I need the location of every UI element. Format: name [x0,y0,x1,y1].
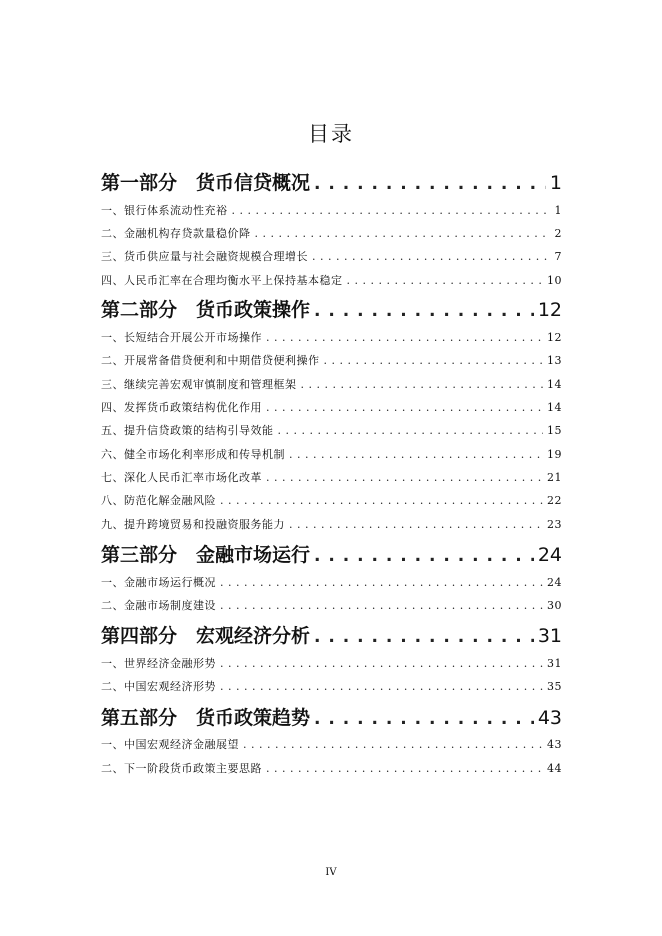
page-number: 43 [537,707,562,729]
toc-entry[interactable] [101,248,562,264]
page-number: 35 [547,680,562,693]
leader-dots [314,709,534,729]
toc-part-1[interactable] [101,168,562,195]
toc-entry[interactable] [101,516,562,532]
part-label: 第三部分 金融市场运行 [101,544,311,566]
leader-dots [220,494,543,507]
entry-label: 一、银行体系流动性充裕 [101,204,228,217]
entry-label: 四、人民币汇率在合理均衡水平上保持基本稳定 [101,274,343,287]
leader-dots [232,204,551,217]
entry-label: 六、健全市场化利率形成和传导机制 [101,448,285,461]
leader-dots [266,331,543,344]
page-number: 14 [547,378,562,391]
toc-entry[interactable] [101,655,562,671]
entry-label: 一、世界经济金融形势 [101,657,216,670]
page-number: 31 [537,625,562,647]
leader-dots [243,738,543,751]
entry-label: 二、下一阶段货币政策主要思路 [101,762,262,775]
page-number: 44 [547,762,562,775]
leader-dots [220,657,543,670]
page-number: 15 [547,424,562,437]
toc-entry[interactable] [101,329,562,345]
entry-label: 二、中国宏观经济形势 [101,680,216,693]
toc-entry[interactable] [101,422,562,438]
page-number: 30 [547,599,562,612]
page-number: 23 [547,518,562,531]
leader-dots [312,250,551,263]
part-label: 第一部分 货币信贷概况 [101,172,311,194]
entry-label: 一、长短结合开展公开市场操作 [101,331,262,344]
page-number: 24 [547,576,562,589]
leader-dots [289,448,543,461]
leader-dots [347,274,544,287]
entry-label: 五、提升信贷政策的结构引导效能 [101,424,274,437]
leader-dots [220,680,543,693]
page-number: 22 [547,494,562,507]
toc-entry[interactable] [101,736,562,752]
toc-entry[interactable] [101,272,562,288]
leader-dots [266,471,543,484]
leader-dots [220,599,543,612]
page-number: 1 [554,204,562,217]
leader-dots [266,401,543,414]
toc-entry[interactable] [101,352,562,368]
leader-dots [220,576,543,589]
toc-entry[interactable] [101,492,562,508]
leader-dots [278,424,544,437]
page-number: 12 [537,299,562,321]
entry-label: 二、金融机构存贷款量稳价降 [101,227,251,240]
page-number: 13 [547,354,562,367]
page-number: 1 [549,172,562,194]
page-number: 21 [547,471,562,484]
entry-label: 一、中国宏观经济金融展望 [101,738,239,751]
toc-entry[interactable] [101,678,562,694]
leader-dots [314,546,534,566]
page-number: 10 [547,274,562,287]
toc-title: 目录 [308,122,354,146]
toc-part-5[interactable] [101,703,562,730]
page-number: 7 [554,250,562,263]
page-number: 31 [547,657,562,670]
toc-entry[interactable] [101,446,562,462]
entry-label: 三、继续完善宏观审慎制度和管理框架 [101,378,297,391]
page-number: 14 [547,401,562,414]
leader-dots [324,354,544,367]
page-number: 19 [547,448,562,461]
leader-dots [314,301,534,321]
toc-part-2[interactable] [101,295,562,322]
entry-label: 二、开展常备借贷便利和中期借贷便利操作 [101,354,320,367]
page-number: 2 [554,227,562,240]
toc-entry[interactable] [101,574,562,590]
entry-label: 八、防范化解金融风险 [101,494,216,507]
entry-label: 三、货币供应量与社会融资规模合理增长 [101,250,308,263]
part-label: 第二部分 货币政策操作 [101,299,311,321]
leader-dots [289,518,543,531]
page-number: 43 [547,738,562,751]
leader-dots [255,227,551,240]
entry-label: 七、深化人民币汇率市场化改革 [101,471,262,484]
toc-entry[interactable] [101,399,562,415]
toc-entry[interactable] [101,469,562,485]
leader-dots [314,174,546,194]
toc-entry[interactable] [101,376,562,392]
toc-entry[interactable] [101,202,562,218]
toc-entry[interactable] [101,597,562,613]
leader-dots [301,378,544,391]
footer-page-number: IV [325,867,337,878]
part-label: 第五部分 货币政策趋势 [101,707,311,729]
entry-label: 九、提升跨境贸易和投融资服务能力 [101,518,285,531]
entry-label: 一、金融市场运行概况 [101,576,216,589]
toc-entry[interactable] [101,225,562,241]
page-number: 12 [547,331,562,344]
page-number: 24 [537,544,562,566]
toc-part-3[interactable] [101,540,562,567]
toc-part-4[interactable] [101,621,562,648]
entry-label: 二、金融市场制度建设 [101,599,216,612]
part-label: 第四部分 宏观经济分析 [101,625,311,647]
leader-dots [266,762,543,775]
entry-label: 四、发挥货币政策结构优化作用 [101,401,262,414]
leader-dots [314,627,534,647]
toc-entry[interactable] [101,760,562,776]
